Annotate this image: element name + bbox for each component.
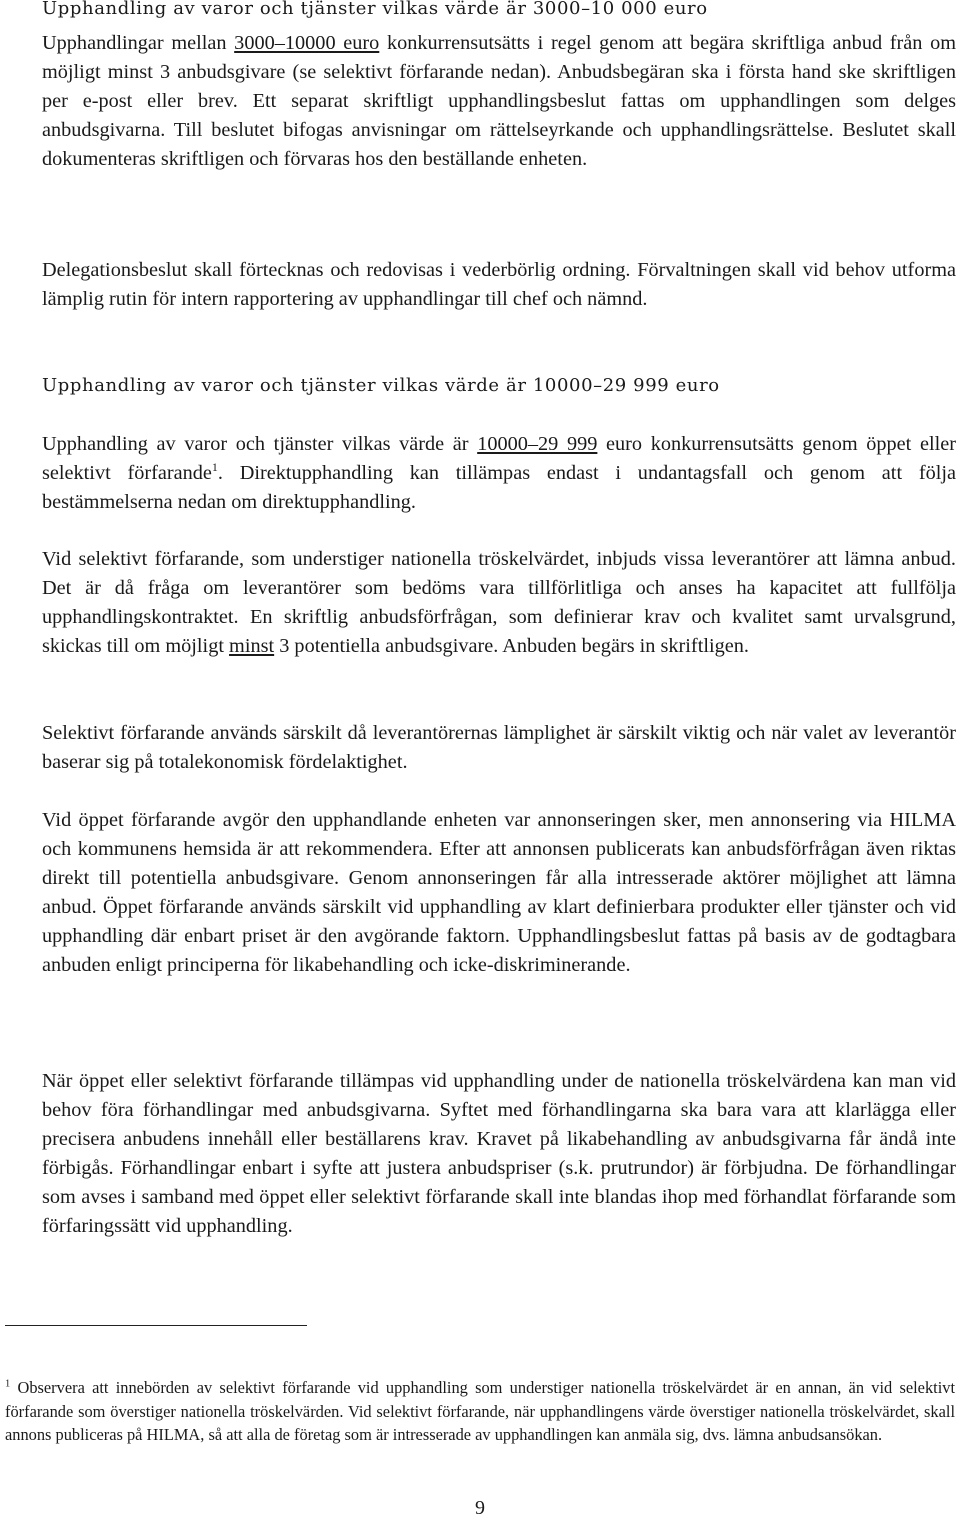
section-heading-3000-10000: Upphandling av varor och tjänster vilkas värde är 3000–10 000 euro xyxy=(42,0,708,19)
paragraph-selective-procedure: Vid selektivt förfarande, som understiger nationella tröskelvärdet, inbjuds vissa leverantörer att lämna anbud. Det är då fråga om leverantörer som bedöms vara tillförlitliga och anses ha kapacitet att fullfölja upphandlingskontraktet. En skriftlig anbudsförfrågan, som definierar krav och kvalitet samt urvalsgrund, skickas till om möjligt minst 3 potentiella anbudsgivare. Anbuden begärs in skriftligen. xyxy=(42,548,956,657)
footnote-text: Observera att innebörden av selektivt förfarande vid upphandling som understiger nationella tröskelvärdet är en annan, än vid selektivt förfarande som överstiger nationella tröskelvärden. Vid selektivt förfarande, när upphandlingens värde överstiger nationella tröskelvärdet, skall annons publiceras på HILMA, så att alla de företag som är intresserade av upphandlingen kan anmäla sig, dvs. lämna anbudsansökan. xyxy=(5,1378,955,1444)
paragraph-delegation: Delegationsbeslut skall förtecknas och redovisas i vederbörlig ordning. Förvaltningen skall vid behov utforma lämplig rutin för intern rapportering av upphandlingar till chef och nämnd. xyxy=(42,259,956,310)
paragraph-offers-3000-10000: Upphandlingar mellan 3000–10000 euro konkurrensutsätts i regel genom att begära skriftliga anbud från om möjligt minst 3 anbudsgivare (se selektivt förfarande nedan). Anbudsbegäran ska i första hand ske skriftligen per e-post eller brev. Ett separat skriftligt upphandlingsbeslut fattas om upphandlingen som delges anbudsgivarna. Till beslutet bifogas anvisningar om rättelseyrkande och upphandlingsrättelse. Beslutet skall dokumenteras skriftligen och förvaras hos den beställande enheten. xyxy=(42,32,956,170)
footnote-reference: 1 xyxy=(211,460,218,475)
amount-range-underlined: 3000–10000 euro xyxy=(234,32,380,54)
minst-underlined: minst xyxy=(229,635,275,657)
page-number: 9 xyxy=(475,1497,485,1519)
paragraph-procurement-10000-29999: Upphandling av varor och tjänster vilkas värde är 10000–29 999 euro konkurrensutsätts genom öppet eller selektivt förfarande$^1$. Direktupphandling kan tillämpas endast i undantagsfall och genom att följa bestämmelserna nedan om direktupphandling. xyxy=(42,433,956,513)
footnote-marker: 1 xyxy=(5,1378,11,1390)
section-heading-10000-29999: Upphandling av varor och tjänster vilkas värde är 10000–29 999 euro xyxy=(42,375,720,396)
amount-range-underlined: 10000–29 999 xyxy=(477,433,598,455)
footnote xyxy=(5,1376,955,1447)
paragraph-selective-usage: Selektivt förfarande används särskilt då leverantörernas lämplighet är särskilt viktig och när valet av leverantör baserar sig på totalekonomisk fördelaktighet. xyxy=(42,722,956,773)
paragraph-open-procedure: Vid öppet förfarande avgör den upphandlande enheten var annonseringen sker, men annonsering via HILMA och kommunens hemsida är att rekommendera. Efter att annonsen publicerats kan anbudsförfrågan även riktas direkt till potentiella anbudsgivare. Genom annonseringen får alla intresserade aktörer möjlighet att lämna anbud. Öppet förfarande används särskilt vid upphandling av klart definierbara produkter eller tjänster och vid upphandling där enbart priset är den avgörande faktorn. Upphandlingsbeslut fattas på basis av de godtagbara anbuden enligt principerna för likabehandling och icke-diskriminerande. xyxy=(42,809,956,976)
paragraph-negotiations: När öppet eller selektivt förfarande tillämpas vid upphandling under de nationella tröskelvärdena kan man vid behov föra förhandlingar med anbudsgivarna. Syftet med förhandlingarna ska bara vara att klarlägga eller precisera anbudens innehåll eller beställarens krav. Kravet på likabehandling av anbudsgivarna får ändå inte förbigås. Förhandlingar enbart i syfte att justera anbudspriser (s.k. prutrundor) är förbjudna. De förhandlingar som avses i samband med öppet eller selektivt förfarande skall inte blandas ihop med förhandlat förfarande som förfaringssätt vid upphandling. xyxy=(42,1070,956,1237)
footnote-separator xyxy=(5,1325,307,1326)
